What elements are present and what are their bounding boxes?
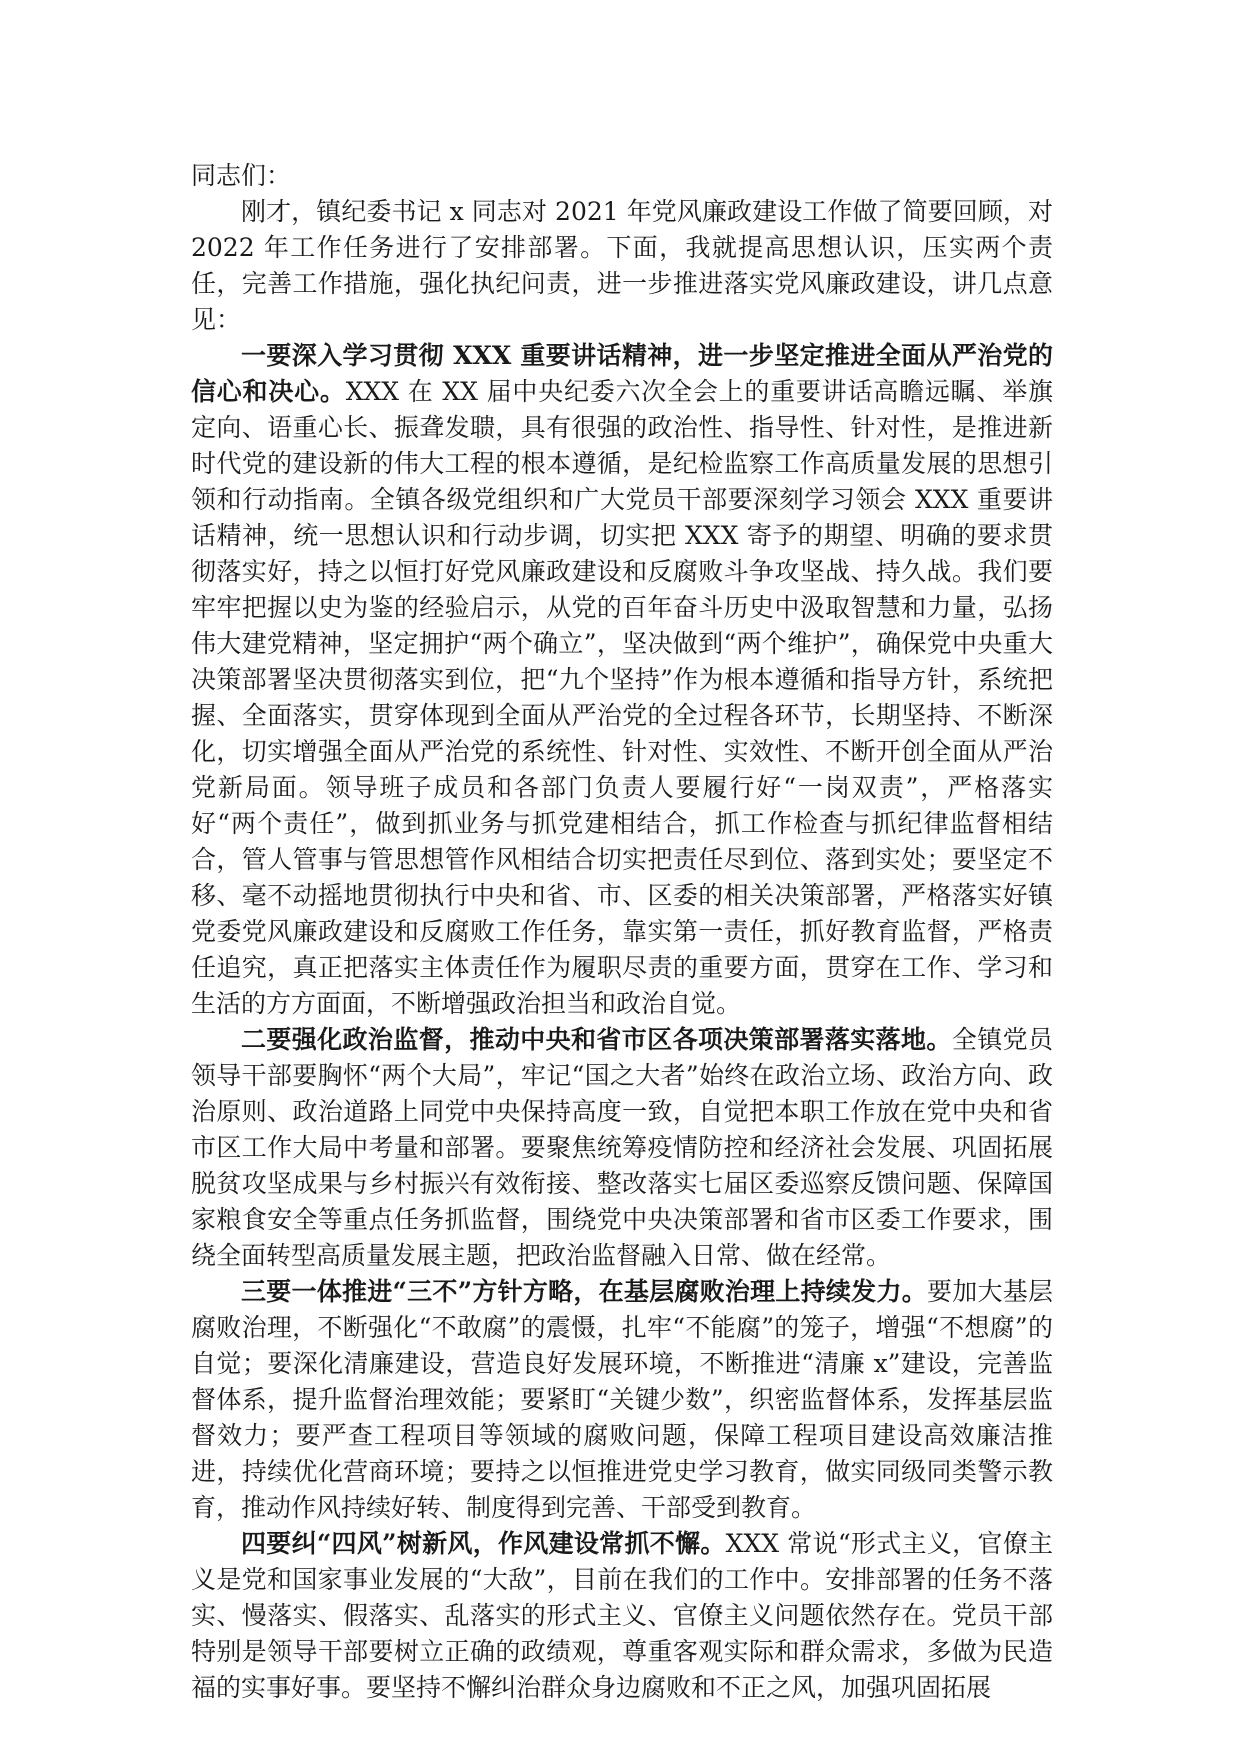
section-paragraph-4 xyxy=(191,1526,1053,1706)
section-paragraph-2 xyxy=(191,1022,1053,1274)
section-heading-1: 一要深入学习贯彻 XXX 重要讲话精神，进一步坚定推进全面从严治党的信心和决心。 xyxy=(191,341,1053,406)
section-body-4: XXX 常说“形式主义，官僚主义是党和国家事业发展的“大敌”，目前在我们的工作中。安排部署的任务不落实、慢落实、假落实、乱落实的形式主义、官僚主义问题依然存在。党员干部特别是领导干部要树立正确的政绩观，尊重客观实际和群众需求，多做为民造福的实事好事。要坚持不懈纠治群众身边腐败和不正之风，加强巩固拓展 xyxy=(191,1529,1053,1702)
section-heading-2: 二要强化政治监督，推动中央和省市区各项决策部署落实落地。 xyxy=(241,1025,952,1054)
salutation: 同志们： xyxy=(191,161,292,190)
section-body-2: 全镇党员领导干部要胸怀“两个大局”，牢记“国之大者”始终在政治立场、政治方向、政治原则、政治道路上同党中央保持高度一致，自觉把本职工作放在党中央和省市区工作大局中考量和部署。要聚焦统筹疫情防控和经济社会发展、巩固拓展脱贫攻坚成果与乡村振兴有效衔接、整改落实七届区委巡察反馈问题、保障国家粮食安全等重点任务抓监督，围绕党中央决策部署和省市区委工作要求，围绕全面转型高质量发展主题，把政治监督融入日常、做在经常。 xyxy=(191,1025,1053,1270)
section-paragraph-3 xyxy=(191,1274,1053,1526)
section-body-3: 要加大基层腐败治理，不断强化“不敢腐”的震慑，扎牢“不能腐”的笼子，增强“不想腐”的自觉；要深化清廉建设，营造良好发展环境，不断推进“清廉 x”建设，完善监督体系，提升监督治理效能；要紧盯“关键少数”，织密监督体系，发挥基层监督效力；要严查工程项目等领域的腐败问题，保障工程项目建设高效廉洁推进，持续优化营商环境；要持之以恒推进党史学习教育，做实同级同类警示教育，推动作风持续好转、制度得到完善、干部受到教育。 xyxy=(191,1277,1053,1522)
section-paragraph-1 xyxy=(191,338,1053,1022)
intro-paragraph: 刚才，镇纪委书记 x 同志对 2021 年党风廉政建设工作做了简要回顾，对 2022 年工作任务进行了安排部署。下面，我就提高思想认识，压实两个责任，完善工作措施，强化执纪问责，进一步推进落实党风廉政建设，讲几点意见： xyxy=(191,197,1053,334)
section-heading-3: 三要一体推进“三不”方针方略，在基层腐败治理上持续发力。 xyxy=(241,1277,927,1306)
section-heading-4: 四要纠“四风”树新风，作风建设常抓不懈。 xyxy=(241,1529,726,1558)
document-body xyxy=(191,158,1053,1706)
section-body-1: XXX 在 XX 届中央纪委六次全会上的重要讲话高瞻远瞩、举旗定向、语重心长、振聋发聩，具有很强的政治性、指导性、针对性，是推进新时代党的建设新的伟大工程的根本遵循，是纪检监察工作高质量发展的思想引领和行动指南。全镇各级党组织和广大党员干部要深刻学习领会 XXX 重要讲话精神，统一思想认识和行动步调，切实把 XXX 寄予的期望、明确的要求贯彻落实好，持之以恒打好党风廉政建设和反腐败斗争攻坚战、持久战。我们要牢牢把握以史为鉴的经验启示，从党的百年奋斗历史中汲取智慧和力量，弘扬伟大建党精神，坚定拥护“两个确立”，坚决做到“两个维护”，确保党中央重大决策部署坚决贯彻落实到位，把“九个坚持”作为根本遵循和指导方针，系统把握、全面落实，贯穿体现到全面从严治党的全过程各环节，长期坚持、不断深化，切实增强全面从严治党的系统性、针对性、实效性、不断开创全面从严治党新局面。领导班子成员和各部门负责人要履行好“一岗双责”，严格落实好“两个责任”，做到抓业务与抓党建相结合，抓工作检查与抓纪律监督相结合，管人管事与管思想管作风相结合切实把责任尽到位、落到实处；要坚定不移、毫不动摇地贯彻执行中央和省、市、区委的相关决策部署，严格落实好镇党委党风廉政建设和反腐败工作任务，靠实第一责任，抓好教育监督，严格责任追究，真正把落实主体责任作为履职尽责的重要方面，贯穿在工作、学习和生活的方方面面，不断增强政治担当和政治自觉。 xyxy=(191,377,1053,1018)
